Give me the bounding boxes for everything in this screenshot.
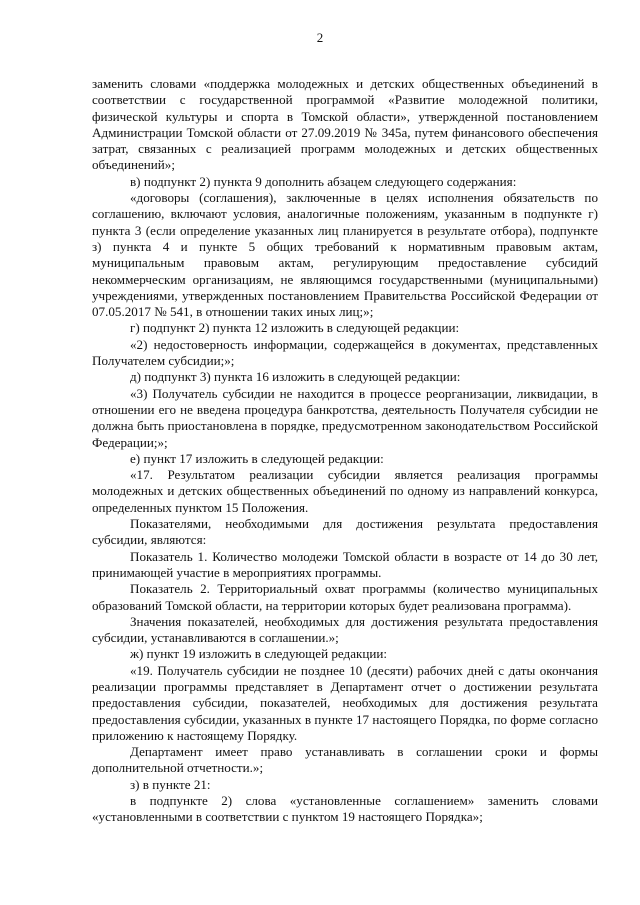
paragraph: ж) пункт 19 изложить в следующей редакции: xyxy=(130,646,388,662)
paragraph: д) подпункт 3) пункта 16 изложить в следующей редакции: xyxy=(130,369,461,385)
paragraph: Значения показателей, необходимых для достижения результата предоставления субсидии, устанавливаются в соглашении.»; xyxy=(92,613,598,646)
paragraph: Показатель 2. Территориальный охват программы (количество муниципальных образований Томской области, на территории которых будет реализована программа). xyxy=(92,581,598,613)
document-body xyxy=(92,76,598,826)
paragraph: «3) Получатель субсидии не находится в процессе реорганизации, ликвидации, в отношении его не введена процедура банкротства, деятельность Получателя субсидии не должна быть приостановлена в порядке, предусмотренном законодательством Российской Федерации;»; xyxy=(92,385,598,450)
paragraph: «17. Результатом реализации субсидии является реализация программы молодежных и детских общественных объединений по одному из направлений конкурса, определенных пунктом 15 Положения. xyxy=(92,467,598,515)
paragraph: в подпункте 2) слова «установленные соглашением» заменить словами «установленными в соответствии с пунктом 19 настоящего Порядка»; xyxy=(92,793,598,825)
paragraph: г) подпункт 2) пункта 12 изложить в следующей редакции: xyxy=(130,320,460,336)
paragraph: Показатель 1. Количество молодежи Томской области в возрасте от 14 до 30 лет, принимающей участие в мероприятиях программы. xyxy=(92,548,598,580)
paragraph: Департамент имеет право устанавливать в соглашении сроки и формы дополнительной отчетности.»; xyxy=(92,744,598,776)
paragraph: заменить словами «поддержка молодежных и детских общественных объединений в соответствии с государственной программой «Развитие молодежной политики, физической культуры и спорта в Томской области», утвержденной постановлением Администрации Томской области от 27.09.2019 № 345а, путем финансового обеспечения затрат, связанных с реализацией программ молодежных и детских общественных объединений»; xyxy=(92,76,598,173)
paragraph: «2) недостоверность информации, содержащейся в документах, представленных Получателем субсидии;»; xyxy=(92,336,598,369)
paragraph: «19. Получатель субсидии не позднее 10 (десяти) рабочих дней с даты окончания реализации программы представляет в Департамент отчет о достижении результата предоставления субсидии, показателей, необходимых для достижения результата предоставления субсидии, указанных в пункте 17 настоящего Порядка, по форме согласно приложению к настоящему Порядку. xyxy=(92,662,598,743)
paragraph: Показателями, необходимыми для достижения результата предоставления субсидии, являются: xyxy=(92,516,598,548)
paragraph: е) пункт 17 изложить в следующей редакции: xyxy=(130,450,384,466)
paragraph: в) подпункт 2) пункта 9 дополнить абзацем следующего содержания: xyxy=(130,173,517,189)
page-number: 2 xyxy=(316,30,324,45)
paragraph: «договоры (соглашения), заключенные в целях исполнения обязательств по соглашению, включают условия, аналогичные положениям, указанным в подпункте г) пункта 3 (если определение указанных лиц планируется в результате отбора), подпункте з) пункта 4 и пункте 5 общих требований к нормативным правовым актам, муниципальным правовым актам, регулирующим предоставление субсидий некоммерческим организациям, не являющимся государственными (муниципальными) учреждениями, утвержденных постановлением Правительства Российской Федерации от 07.05.2017 № 541, в отношении таких иных лиц;»; xyxy=(92,190,598,320)
paragraph: з) в пункте 21: xyxy=(130,776,211,792)
